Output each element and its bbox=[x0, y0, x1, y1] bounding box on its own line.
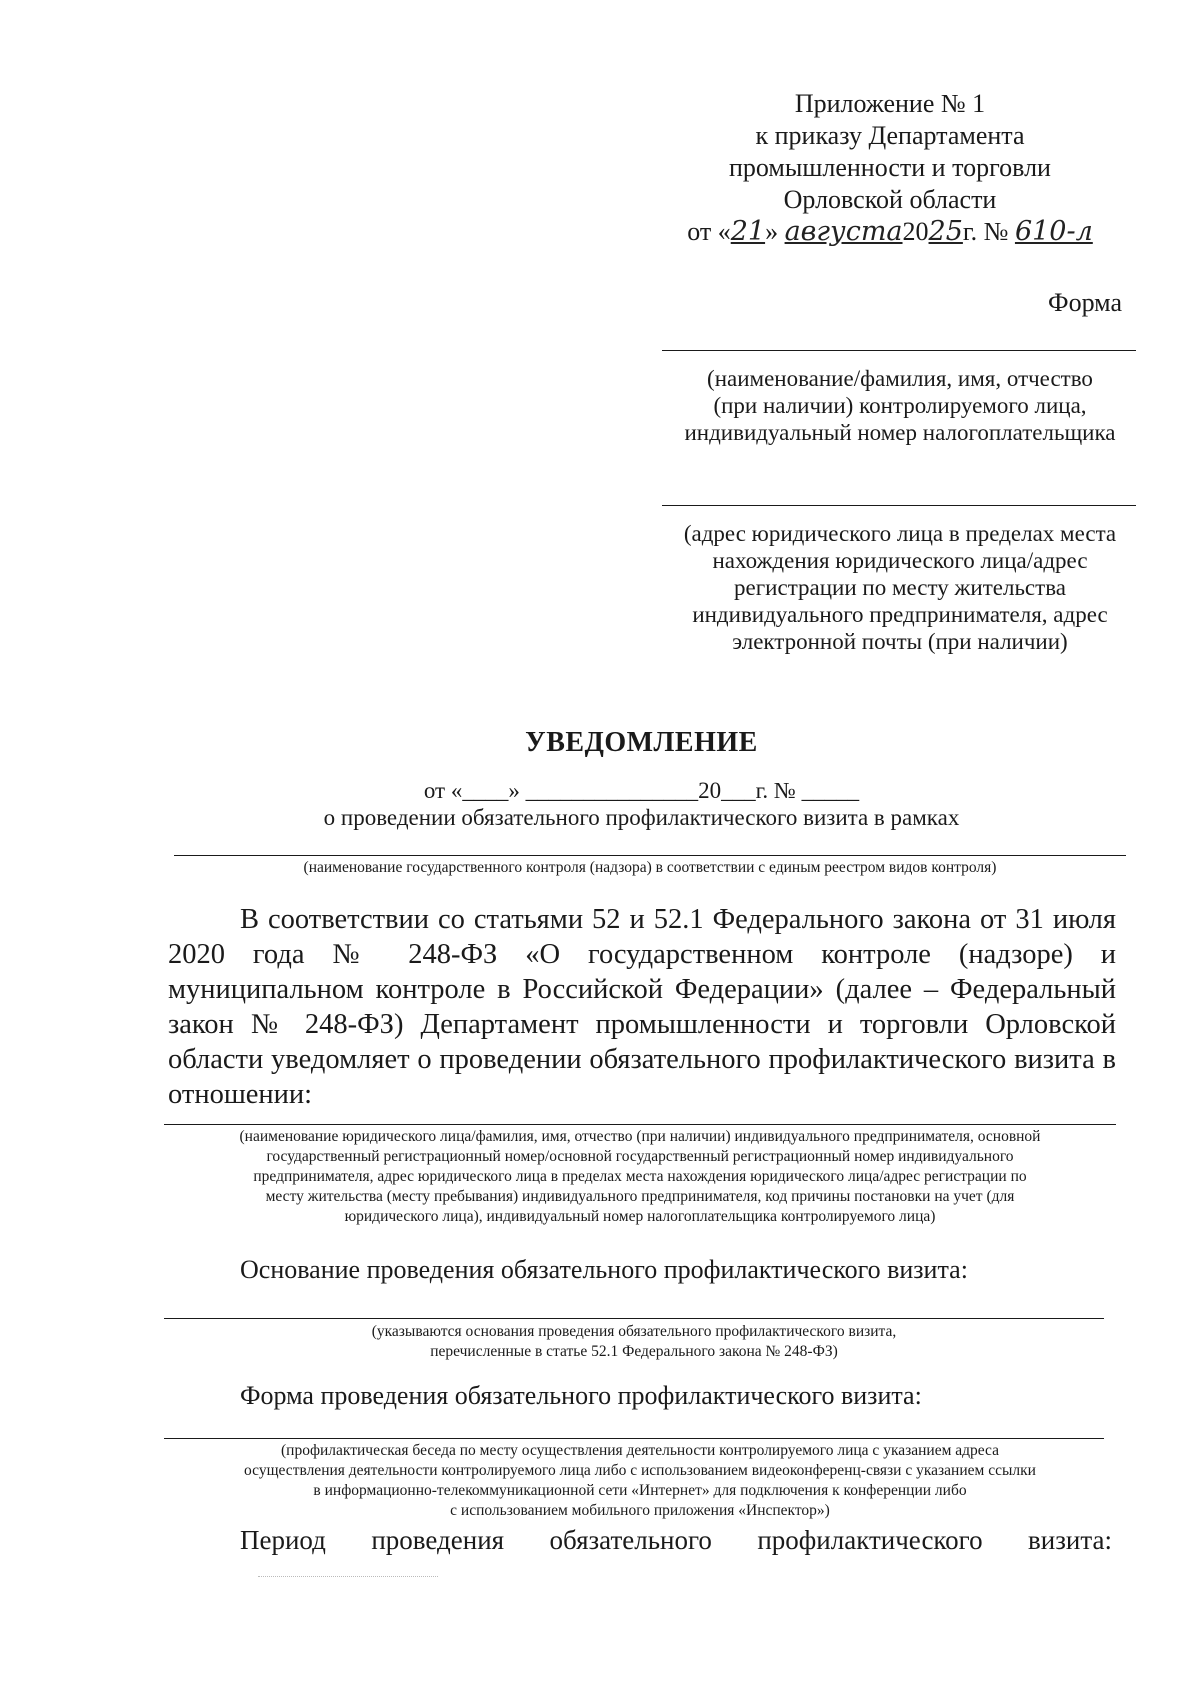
caption-line: (наименование юридического лица/фамилия, имя, отчество (при наличии) индивидуального предпринимателя, основной bbox=[239, 1128, 1041, 1145]
approval-date-g: г. № bbox=[962, 217, 1009, 246]
caption-line: юридического лица), индивидуальный номер налогоплательщика контролируемого лица) bbox=[344, 1208, 936, 1225]
period-word: Период bbox=[240, 1525, 326, 1555]
approval-line-2: к приказу Департамента bbox=[755, 121, 1025, 150]
caption-line: нахождения юридического лица/адрес bbox=[712, 548, 1088, 573]
approval-date-year-suffix: 25 bbox=[928, 216, 963, 247]
notice-subject-line: о проведении обязательного профилактического визита в рамках bbox=[323, 805, 960, 830]
approval-date-month: августа bbox=[784, 216, 903, 247]
caption-line: (указываются основания проведения обязательного профилактического визита, bbox=[371, 1323, 897, 1340]
approval-date-line bbox=[650, 216, 1130, 248]
caption-line: индивидуальный номер налогоплательщика bbox=[684, 420, 1116, 445]
control-rule bbox=[174, 855, 1126, 856]
basis-caption bbox=[164, 1322, 1104, 1362]
recipient-name-rule bbox=[662, 350, 1136, 351]
approval-date-day: 21 bbox=[730, 216, 766, 247]
period-word: обязательного bbox=[549, 1525, 712, 1555]
basis-rule bbox=[164, 1318, 1104, 1319]
period-word: проведения bbox=[371, 1525, 505, 1555]
recipient-address-rule bbox=[662, 505, 1136, 506]
notice-title: УВЕДОМЛЕНИЕ bbox=[525, 727, 758, 758]
caption-line: государственный регистрационный номер/основной государственный регистрационный номер индивидуального bbox=[266, 1148, 1014, 1165]
caption-line: в информационно-телекоммуникационной сети «Интернет» для подключения к конференции либо bbox=[313, 1482, 967, 1499]
body-paragraph: В соответствии со статьями 52 и 52.1 Федерального закона от 31 июля 2020 года № 248-ФЗ «О государственном контроле (надзоре) и муниципальном контроле в Российской Федерации» (далее – Федеральный закон № 248-ФЗ) Департамент промышленности и торговли Орловской области уведомляет о проведении обязательного профилактического визита в отношении: bbox=[168, 904, 1116, 1110]
caption-line: месту жительства (месту пребывания) индивидуального предпринимателя, код причины постановки на учет (для bbox=[265, 1188, 1015, 1205]
caption-line: (при наличии) контролируемого лица, bbox=[713, 393, 1087, 418]
period-heading bbox=[240, 1525, 1112, 1556]
approval-line-4: Орловской области bbox=[783, 185, 997, 214]
basis-heading: Основание проведения обязательного профилактического визита: bbox=[240, 1255, 968, 1284]
control-caption: (наименование государственного контроля (надзора) в соответствии с единым реестром видов контроля) bbox=[303, 859, 997, 876]
recipient-address-caption bbox=[660, 520, 1140, 655]
caption-line: предпринимателя, адрес юридического лица в пределах места нахождения юридического лица/адрес регистрации по bbox=[253, 1168, 1027, 1185]
visit-form-caption bbox=[150, 1441, 1130, 1521]
caption-line: электронной почты (при наличии) bbox=[732, 629, 1068, 654]
entity-rule bbox=[164, 1124, 1116, 1125]
scan-artifact bbox=[258, 1576, 438, 1577]
caption-line: (профилактическая беседа по месту осуществления деятельности контролируемого лица с указанием адреса bbox=[280, 1442, 1000, 1459]
approval-date-prefix: от « bbox=[687, 217, 731, 246]
visit-form-rule bbox=[164, 1438, 1104, 1439]
caption-line: регистрации по месту жительства bbox=[734, 575, 1066, 600]
period-word: профилактического bbox=[757, 1525, 983, 1555]
form-label: Форма bbox=[1048, 288, 1122, 317]
approval-order-number: 610-л bbox=[1014, 216, 1093, 247]
caption-line: перечисленные в статье 52.1 Федерального закона № 248-ФЗ) bbox=[430, 1343, 838, 1360]
caption-line: (наименование/фамилия, имя, отчество bbox=[707, 366, 1093, 391]
caption-line: индивидуального предпринимателя, адрес bbox=[692, 602, 1108, 627]
caption-line: осуществления деятельности контролируемого лица либо с использованием видеоконференц-связи с указанием ссылки bbox=[244, 1462, 1036, 1479]
visit-form-heading: Форма проведения обязательного профилактического визита: bbox=[240, 1381, 922, 1410]
approval-line-3: промышленности и торговли bbox=[729, 153, 1051, 182]
approval-line-1: Приложение № 1 bbox=[794, 89, 986, 118]
recipient-name-caption bbox=[660, 365, 1140, 446]
notice-date-line: от «____» _______________20___г. № _____ bbox=[423, 778, 860, 803]
entity-caption bbox=[150, 1127, 1130, 1227]
caption-line: с использованием мобильного приложения «Инспектор») bbox=[450, 1502, 830, 1519]
approval-date-year-prefix: 20 bbox=[902, 217, 929, 246]
approval-date-sep: » bbox=[765, 217, 779, 246]
caption-line: (адрес юридического лица в пределах места bbox=[683, 521, 1117, 546]
period-word: визита: bbox=[1028, 1525, 1112, 1555]
approval-block bbox=[650, 88, 1130, 248]
